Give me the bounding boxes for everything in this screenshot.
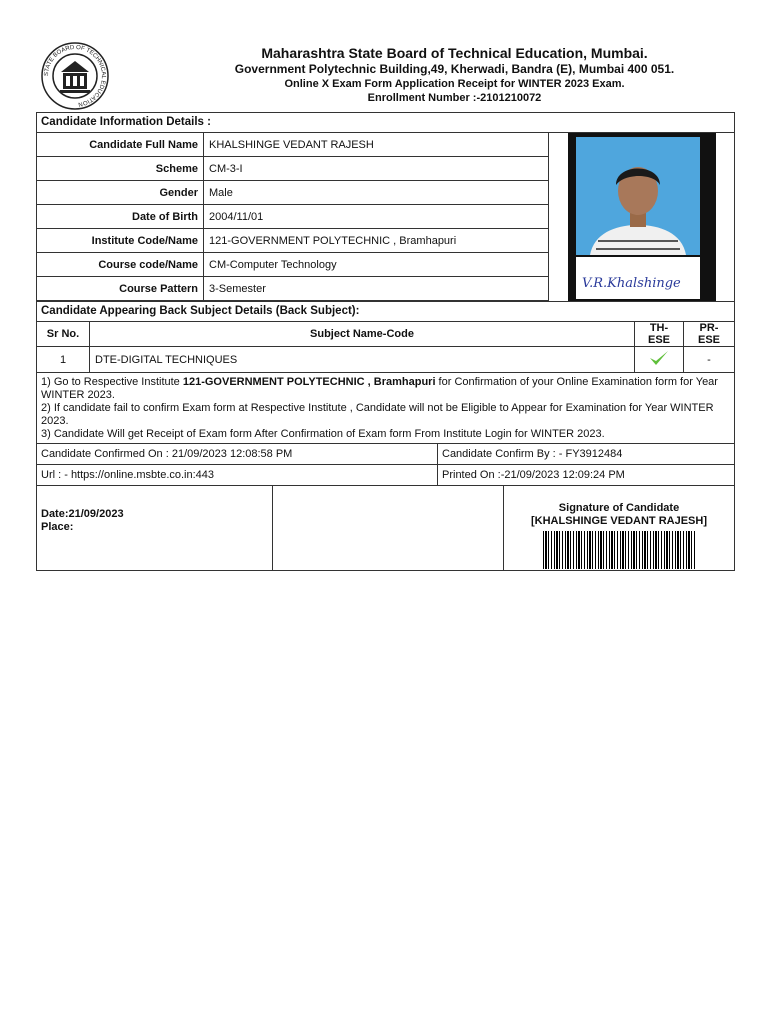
field-value: CM-Computer Technology xyxy=(204,253,549,277)
checkmark-icon xyxy=(648,349,670,367)
candidate-photo xyxy=(568,133,716,301)
candidate-info-title: Candidate Information Details : xyxy=(37,113,734,133)
date-place xyxy=(37,486,273,570)
table-row xyxy=(37,229,549,253)
field-value: KHALSHINGE VEDANT RAJESH xyxy=(204,133,549,157)
barcode xyxy=(543,531,695,569)
confirm-by: Candidate Confirm By : - FY3912484 xyxy=(442,448,623,460)
field-value: CM-3-I xyxy=(204,157,549,181)
subject-name: DTE-DIGITAL TECHNIQUES xyxy=(90,347,635,373)
printed-on: Printed On :-21/09/2023 12:09:24 PM xyxy=(442,469,625,481)
instruction-1-prefix: 1) Go to Respective Institute xyxy=(41,376,183,388)
msbte-logo-icon xyxy=(40,42,110,110)
table-row xyxy=(37,347,734,373)
field-label: Course Pattern xyxy=(37,277,204,301)
field-value: Male xyxy=(204,181,549,205)
instruction-1-institute: 121-GOVERNMENT POLYTECHNIC , Bramhapuri xyxy=(182,376,436,388)
candidate-info-table xyxy=(37,133,549,301)
field-label: Gender xyxy=(37,181,204,205)
confirmation-row xyxy=(37,444,734,465)
field-value: 2004/11/01 xyxy=(204,205,549,229)
table-row xyxy=(37,253,549,277)
field-label: Institute Code/Name xyxy=(37,229,204,253)
instruction-3: 3) Candidate Will get Receipt of Exam form After Confirmation of Exam form From Institute Login for WINTER 2023. xyxy=(41,428,605,440)
instruction-1 xyxy=(41,376,730,402)
table-header-row xyxy=(37,322,734,347)
table-row xyxy=(37,205,549,229)
blank-cell xyxy=(273,486,504,570)
field-label: Date of Birth xyxy=(37,205,204,229)
place-label: Place: xyxy=(41,521,74,533)
table-row xyxy=(37,277,549,301)
instruction-1-suffix: for Confirmation of your Online Examination form for Year WINTER 2023. xyxy=(41,376,718,401)
column-header: Subject Name-Code xyxy=(90,322,635,347)
enrollment-number: Enrollment Number :-2101210072 xyxy=(367,92,542,104)
field-label: Scheme xyxy=(37,157,204,181)
column-header: TH-ESE xyxy=(635,322,684,347)
pr-ese-value: - xyxy=(684,347,735,373)
field-label: Candidate Full Name xyxy=(37,133,204,157)
svg-text:STATE BOARD OF TECHNICAL EDUCA: STATE BOARD OF TECHNICAL EDUCATION xyxy=(43,44,107,107)
column-header: PR-ESE xyxy=(684,322,735,347)
back-subject-title: Candidate Appearing Back Subject Details (Back Subject): xyxy=(37,302,734,322)
th-ese-cell xyxy=(635,347,684,373)
signature-row xyxy=(37,486,734,570)
table-row xyxy=(37,181,549,205)
receipt-sheet xyxy=(36,112,735,571)
candidate-photo-area xyxy=(549,133,734,301)
receipt-title: Online X Exam Form Application Receipt for WINTER 2023 Exam. xyxy=(284,78,625,90)
board-address: Government Polytechnic Building,49, Kherwadi, Bandra (E), Mumbai 400 051. xyxy=(234,62,675,76)
column-header: Sr No. xyxy=(37,322,90,347)
confirmed-on: Candidate Confirmed On : 21/09/2023 12:08:58 PM xyxy=(37,444,438,464)
board-name: Maharashtra State Board of Technical Education, Mumbai. xyxy=(261,45,648,61)
photo-signature: V.R.Khalshinge xyxy=(581,276,681,291)
candidate-info-section xyxy=(37,133,734,302)
instructions xyxy=(37,373,734,444)
table-row xyxy=(37,157,549,181)
field-value: 121-GOVERNMENT POLYTECHNIC , Bramhapuri xyxy=(204,229,549,253)
signature-name: [KHALSHINGE VEDANT RAJESH] xyxy=(530,515,707,527)
field-label: Course code/Name xyxy=(37,253,204,277)
receipt-header xyxy=(36,40,733,112)
date-label: Date:21/09/2023 xyxy=(41,508,124,520)
signature-cell xyxy=(504,486,734,570)
instruction-2: 2) If candidate fail to confirm Exam form at Respective Institute , Candidate will not be Eligible to Appear for Examination for Year WINTER 2023. xyxy=(41,402,714,427)
back-subject-table xyxy=(37,322,734,373)
header-titles xyxy=(176,44,733,105)
field-value: 3-Semester xyxy=(204,277,549,301)
url-row xyxy=(37,465,734,486)
table-row xyxy=(37,133,549,157)
signature-label: Signature of Candidate xyxy=(558,502,680,514)
sr-no: 1 xyxy=(37,347,90,373)
portal-url: Url : - https://online.msbte.co.in:443 xyxy=(37,465,438,485)
